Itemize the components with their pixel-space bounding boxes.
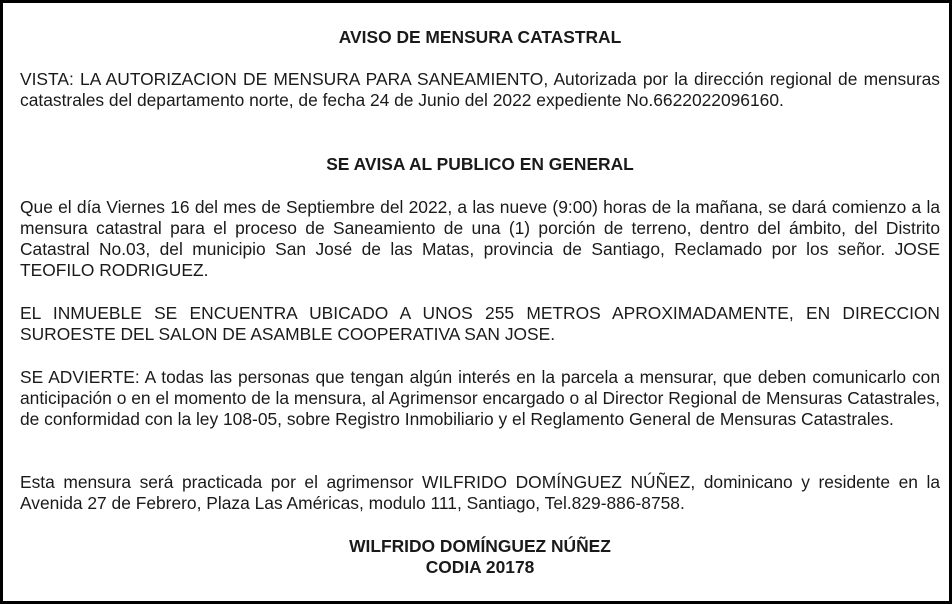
surveyor-paragraph: Esta mensura será practicada por el agrimensor WILFRIDO DOMÍNGUEZ NÚÑEZ, dominicano y residente en la Avenida 27 de Febrero, Plaza Las Américas, modulo 111, Santiago, Tel.829-886-8758. — [20, 472, 940, 513]
signature-codia: CODIA 20178 — [425, 557, 535, 577]
public-notice-subtitle: SE AVISA AL PUBLICO EN GENERAL — [326, 154, 634, 174]
vista-paragraph: VISTA: LA AUTORIZACION DE MENSURA PARA SANEAMIENTO, Autorizada por la dirección regional de mensuras catastrales del departamento norte, de fecha 24 de Junio del 2022 expediente No.6622022096160. — [20, 69, 940, 110]
warning-paragraph: SE ADVIERTE: A todas las personas que tengan algún interés en la parcela a mensurar, que deben comunicarlo con anticipación o en el momento de la mensura, al Agrimensor encargado o al Director Regional de Mensuras Catastrales, de conformidad con la ley 108-05, sobre Registro Inmobiliario y el Reglamento General de Mensuras Catastrales. — [20, 367, 940, 429]
survey-date-paragraph: Que el día Viernes 16 del mes de Septiembre del 2022, a las nueve (9:00) horas de la mañana, se dará comienzo a la mensura catastral para el proceso de Saneamiento de una (1) porción de terreno, dentro del ámbito, del Distrito Catastral No.03, del municipio San José de las Matas, provincia de Santiago, Reclamado por los señor. JOSE TEOFILO RODRIGUEZ. — [20, 197, 940, 280]
signature-block — [20, 536, 940, 578]
notice-title: AVISO DE MENSURA CATASTRAL — [338, 27, 622, 47]
signature-name: WILFRIDO DOMÍNGUEZ NÚÑEZ — [349, 536, 611, 556]
property-location-paragraph: EL INMUEBLE SE ENCUENTRA UBICADO A UNOS 255 METROS APROXIMADAMENTE, EN DIRECCION SUROESTE DEL SALON DE ASAMBLE COOPERATIVA SAN JOSE. — [20, 303, 940, 344]
